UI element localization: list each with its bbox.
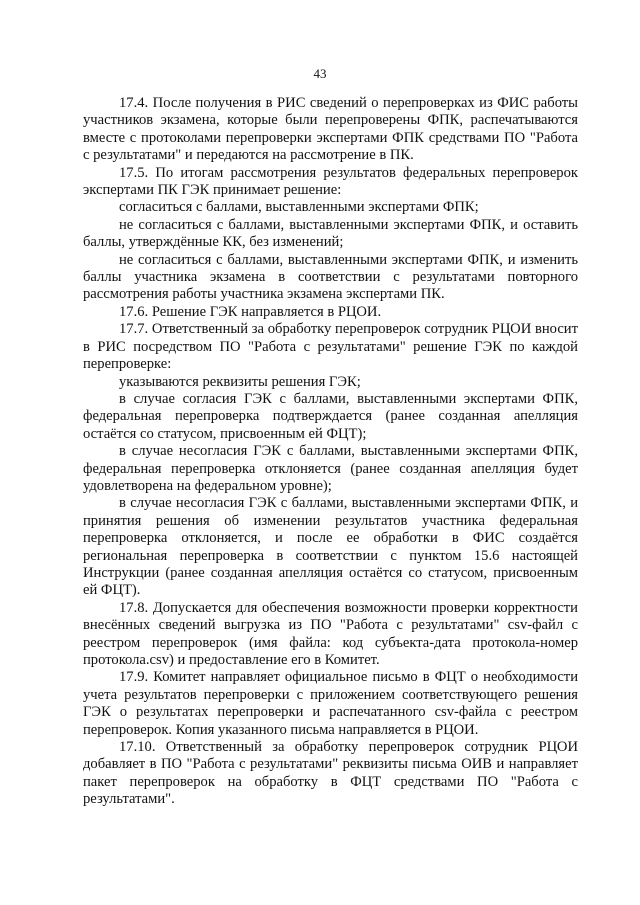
paragraph-17-6: 17.6. Решение ГЭК направляется в РЦОИ. bbox=[119, 303, 382, 320]
paragraph-17-7: 17.7. Ответственный за обработку перепроверок сотрудник РЦОИ вносит в РИС посредством ПО "Работа с результатами" решение ГЭК по каждой перепроверке: bbox=[83, 321, 578, 373]
paragraph-17-10: 17.10. Ответственный за обработку перепроверок сотрудник РЦОИ добавляет в ПО "Работа с результатами" реквизиты письма ОИВ и направляет пакет перепроверок на обработку в ФЦТ средствами ПО "Работа с результатами". bbox=[83, 739, 578, 808]
decision-option-change-scores: не согласиться с баллами, выставленными экспертами ФПК, и изменить баллы участника экзамена в соответствии с результатами повторного рассмотрения работы участника экзамена экспертами ПК. bbox=[83, 251, 578, 303]
paragraph-17-8: 17.8. Допускается для обеспечения возможности проверки корректности внесённых сведений выгрузка из ПО "Работа с результатами" csv-файл с реестром перепроверок (имя файла: код субъекта-дата протокола-номер протокола.csv) и предоставление его в Комитет. bbox=[83, 599, 578, 668]
list-item-disagreement-change: в случае несогласия ГЭК с баллами, выставленными экспертами ФПК, и принятия решения об изменении результатов участника федеральная перепроверка отклоняется, и после ее обработки в ФИС создаётся региональная перепроверка в соответствии с пунктом 15.6 настоящей Инструкции (ранее созданная апелляция остаётся со статусом, присвоенным ей ФЦТ). bbox=[83, 495, 578, 599]
list-item-agreement: в случае согласия ГЭК с баллами, выставленными экспертами ФПК, федеральная перепроверка подтверждается (ранее созданная апелляция остаётся со статусом, присвоенным ей ФЦТ); bbox=[83, 390, 578, 442]
paragraph-17-9: 17.9. Комитет направляет официальное письмо в ФЦТ о необходимости учета результатов перепроверки с приложением соответствующего решения ГЭК о результатах перепроверки и распечатанного csv-файла с реестром перепроверок. Копия указанного письма направляется в РЦОИ. bbox=[83, 669, 578, 738]
paragraph-17-5: 17.5. По итогам рассмотрения результатов федеральных перепроверок экспертами ПК ГЭК принимает решение: bbox=[83, 164, 578, 199]
decision-option-agree: согласиться с баллами, выставленными экспертами ФПК; bbox=[119, 199, 479, 216]
list-item-disagreement: в случае несогласия ГЭК с баллами, выставленными экспертами ФПК, федеральная перепроверка отклоняется (ранее созданная апелляция будет удовлетворена на федеральном уровне); bbox=[83, 443, 578, 494]
document-body bbox=[83, 95, 578, 809]
paragraph-17-4: 17.4. После получения в РИС сведений о перепроверках из ФИС работы участников экзамена, которые были перепроверены ФПК, распечатываются вместе с протоколами перепроверки экспертами ФПК средствами ПО "Работа с результатами" и передаются на рассмотрение в ПК. bbox=[83, 95, 578, 164]
page-number: 43 bbox=[313, 66, 327, 81]
list-item-requisites: указываются реквизиты решения ГЭК; bbox=[119, 373, 361, 390]
decision-option-keep-kk-scores: не согласиться с баллами, выставленными экспертами ФПК, и оставить баллы, утверждённые КК, без изменений; bbox=[83, 216, 578, 251]
